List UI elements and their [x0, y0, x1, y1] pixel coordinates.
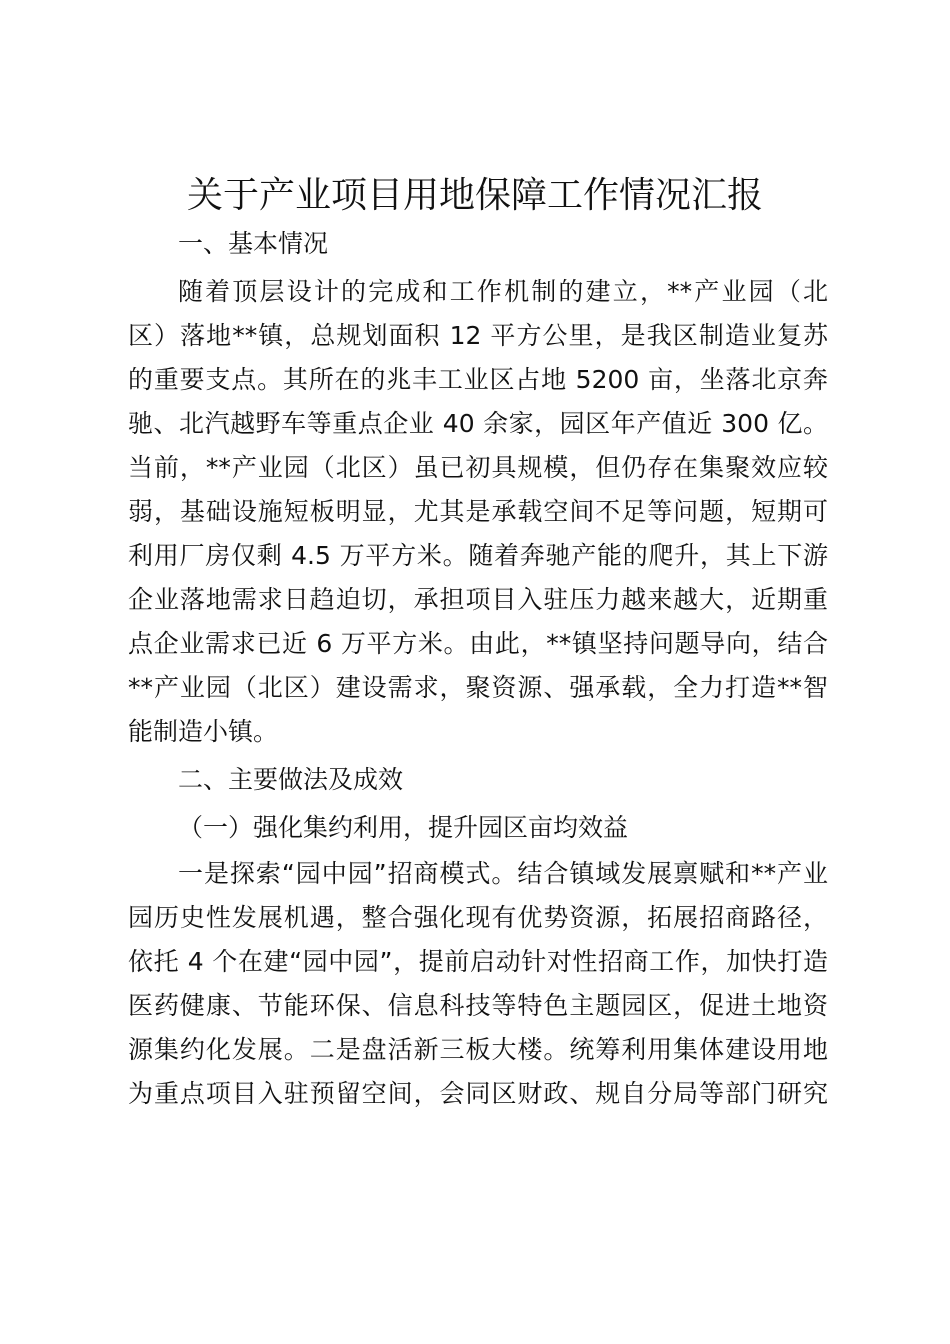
document-title: 关于产业项目用地保障工作情况汇报 — [186, 175, 763, 216]
paragraph-line: 企业落地需求日趋迫切，承担项目入驻压力越来越大，近期重 — [128, 585, 828, 614]
paragraph-line: 点企业需求已近 6 万平方米。由此，**镇坚持问题导向，结合 — [128, 629, 828, 658]
paragraph-line: 随着顶层设计的完成和工作机制的建立，**产业园（北 — [178, 277, 828, 306]
paragraph-line: 当前，**产业园（北区）虽已初具规模，但仍存在集聚效应较 — [128, 453, 828, 482]
paragraph-line: 为重点项目入驻预留空间，会同区财政、规自分局等部门研究 — [128, 1079, 828, 1108]
subsection-heading: （一）强化集约利用，提升园区亩均效益 — [178, 813, 629, 842]
section-heading-2: 二、主要做法及成效 — [178, 765, 404, 794]
paragraph-line: 的重要支点。其所在的兆丰工业区占地 5200 亩，坐落北京奔 — [128, 365, 828, 394]
paragraph-line: 弱，基础设施短板明显，尤其是承载空间不足等问题，短期可 — [128, 497, 828, 526]
paragraph-line: 能制造小镇。 — [128, 717, 279, 746]
section-heading-1: 一、基本情况 — [178, 229, 329, 258]
paragraph-line: **产业园（北区）建设需求，聚资源、强承载，全力打造**智 — [128, 673, 828, 702]
paragraph-line: 区）落地**镇，总规划面积 12 平方公里，是我区制造业复苏 — [128, 321, 828, 350]
paragraph-line: 一是探索“园中园”招商模式。结合镇域发展禀赋和**产业 — [178, 859, 828, 888]
paragraph-line: 医药健康、节能环保、信息科技等特色主题园区，促进土地资 — [128, 991, 828, 1020]
paragraph-line: 园历史性发展机遇，整合强化现有优势资源，拓展招商路径， — [128, 903, 828, 932]
paragraph-line: 驰、北汽越野车等重点企业 40 余家，园区年产值近 300 亿。 — [128, 409, 828, 438]
paragraph-line: 依托 4 个在建“园中园”，提前启动针对性招商工作，加快打造 — [128, 947, 828, 976]
paragraph-line: 利用厂房仅剩 4.5 万平方米。随着奔驰产能的爬升，其上下游 — [128, 541, 828, 570]
paragraph-line: 源集约化发展。二是盘活新三板大楼。统筹利用集体建设用地 — [128, 1035, 828, 1064]
